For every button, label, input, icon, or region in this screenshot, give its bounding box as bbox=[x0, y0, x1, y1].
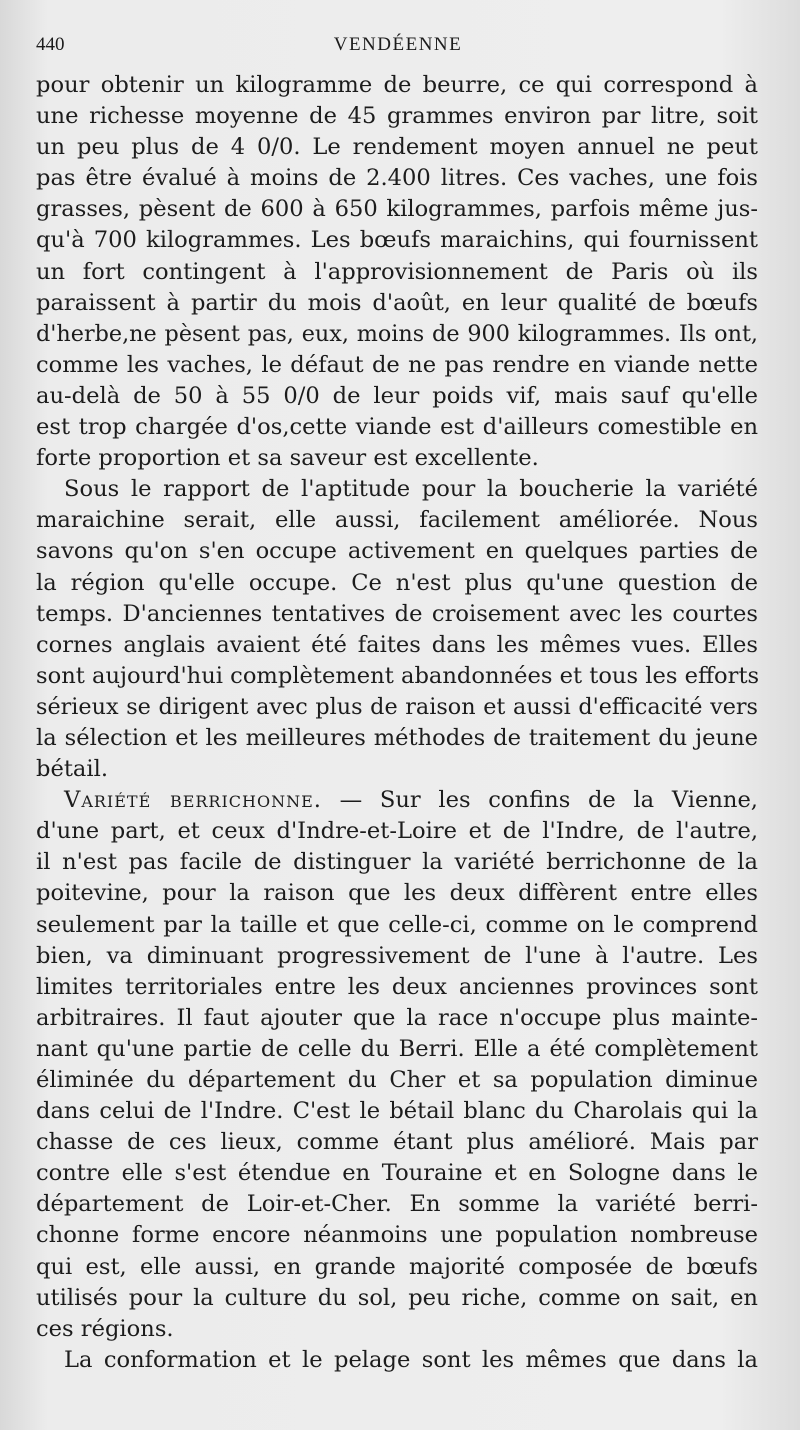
text-line: grasses, pèsent de 600 à 650 kilogrammes, parfois même jus- bbox=[36, 196, 758, 223]
text-line: la région qu'elle occupe. Ce n'est plus qu'une question de bbox=[36, 569, 758, 596]
text-line: il n'est pas facile de distinguer la variété berrichonne de la bbox=[36, 849, 758, 876]
text-line: pas être évalué à moins de 2.400 litres. Ces vaches, une fois bbox=[36, 165, 758, 192]
text-line: forte proportion et sa saveur est excellente. bbox=[36, 445, 539, 472]
page-number: 440 bbox=[36, 34, 65, 55]
text-line: bien, va diminuant progressivement de l'une à l'autre. Les bbox=[36, 942, 758, 969]
text-line: savons qu'on s'en occupe activement en quelques parties de bbox=[36, 538, 758, 565]
text-line: dans celui de l'Indre. C'est le bétail blanc du Charolais qui la bbox=[36, 1098, 758, 1125]
text-line: d'une part, et ceux d'Indre-et-Loire et de l'Indre, de l'autre, bbox=[36, 818, 758, 845]
text-line: une richesse moyenne de 45 grammes environ par litre, soit bbox=[36, 103, 758, 130]
text-line: pour obtenir un kilogramme de beurre, ce qui correspond à bbox=[36, 72, 758, 98]
text-line: département de Loir-et-Cher. En somme la variété berri- bbox=[36, 1191, 758, 1218]
text-line: poitevine, pour la raison que les deux diffèrent entre elles bbox=[36, 880, 758, 907]
text-line: la sélection et les meilleures méthodes de traitement du jeune bbox=[36, 724, 758, 751]
text-line: un fort contingent à l'approvisionnement de Paris où ils bbox=[36, 258, 758, 285]
text-line: qu'à 700 kilogrammes. Les bœufs maraichins, qui fournissent bbox=[36, 227, 758, 254]
text-line: au-delà de 50 à 55 0/0 de leur poids vif, mais sauf qu'elle bbox=[36, 382, 758, 409]
text-line: limites territoriales entre les deux anciennes provinces sont bbox=[36, 973, 758, 1000]
body-text bbox=[36, 70, 758, 1376]
text-line: qui est, elle aussi, en grande majorité composée de bœufs bbox=[36, 1253, 758, 1280]
text-line: chasse de ces lieux, comme étant plus amélioré. Mais par bbox=[36, 1129, 758, 1156]
text-line: temps. D'anciennes tentatives de croisement avec les courtes bbox=[36, 600, 758, 627]
text-line: La conformation et le pelage sont les mêmes que dans la bbox=[64, 1346, 758, 1373]
text-line: utilisés pour la culture du sol, peu riche, comme on sait, en bbox=[36, 1284, 758, 1311]
page-header bbox=[36, 34, 760, 58]
running-title: VENDÉENNE bbox=[333, 34, 463, 55]
text-line: est trop chargée d'os,cette viande est d'ailleurs comestible en bbox=[36, 414, 758, 441]
text-line: seulement par la taille et que celle-ci, comme on le comprend bbox=[36, 911, 758, 938]
text-line: nant qu'une partie de celle du Berri. Elle a été complètement bbox=[36, 1035, 758, 1062]
text-line: un peu plus de 4 0/0. Le rendement moyen annuel ne peut bbox=[36, 134, 758, 161]
section-heading-line bbox=[36, 785, 758, 816]
text-line: éliminée du département du Cher et sa population diminue bbox=[36, 1067, 758, 1093]
text-line: ces régions. bbox=[36, 1315, 174, 1342]
text-line: arbitraires. Il faut ajouter que la race n'occupe plus mainte- bbox=[36, 1004, 758, 1031]
text-line: chonne forme encore néanmoins une population nombreuse bbox=[36, 1222, 758, 1249]
text-line: — Sur les confins de la Vienne, bbox=[339, 787, 758, 814]
text-line: sont aujourd'hui complètement abandonnées et tous les efforts bbox=[36, 662, 760, 689]
text-line: maraichine serait, elle aussi, facilement améliorée. Nous bbox=[36, 507, 758, 534]
text-line: comme les vaches, le défaut de ne pas rendre en viande nette bbox=[36, 351, 758, 378]
text-line: Sous le rapport de l'aptitude pour la boucherie la variété bbox=[64, 476, 758, 503]
text-line: d'herbe,ne pèsent pas, eux, moins de 900 kilogrammes. Ils ont, bbox=[36, 320, 758, 347]
text-line: cornes anglais avaient été faites dans les mêmes vues. Elles bbox=[36, 631, 758, 658]
text-line: sérieux se dirigent avec plus de raison et aussi d'efficacité vers bbox=[36, 693, 758, 720]
text-line: contre elle s'est étendue en Touraine et en Sologne dans le bbox=[36, 1160, 758, 1187]
text-line: paraissent à partir du mois d'août, en leur qualité de bœufs bbox=[36, 289, 758, 316]
text-line: bétail. bbox=[36, 756, 109, 783]
section-heading: Variété berrichonne. bbox=[64, 787, 322, 814]
